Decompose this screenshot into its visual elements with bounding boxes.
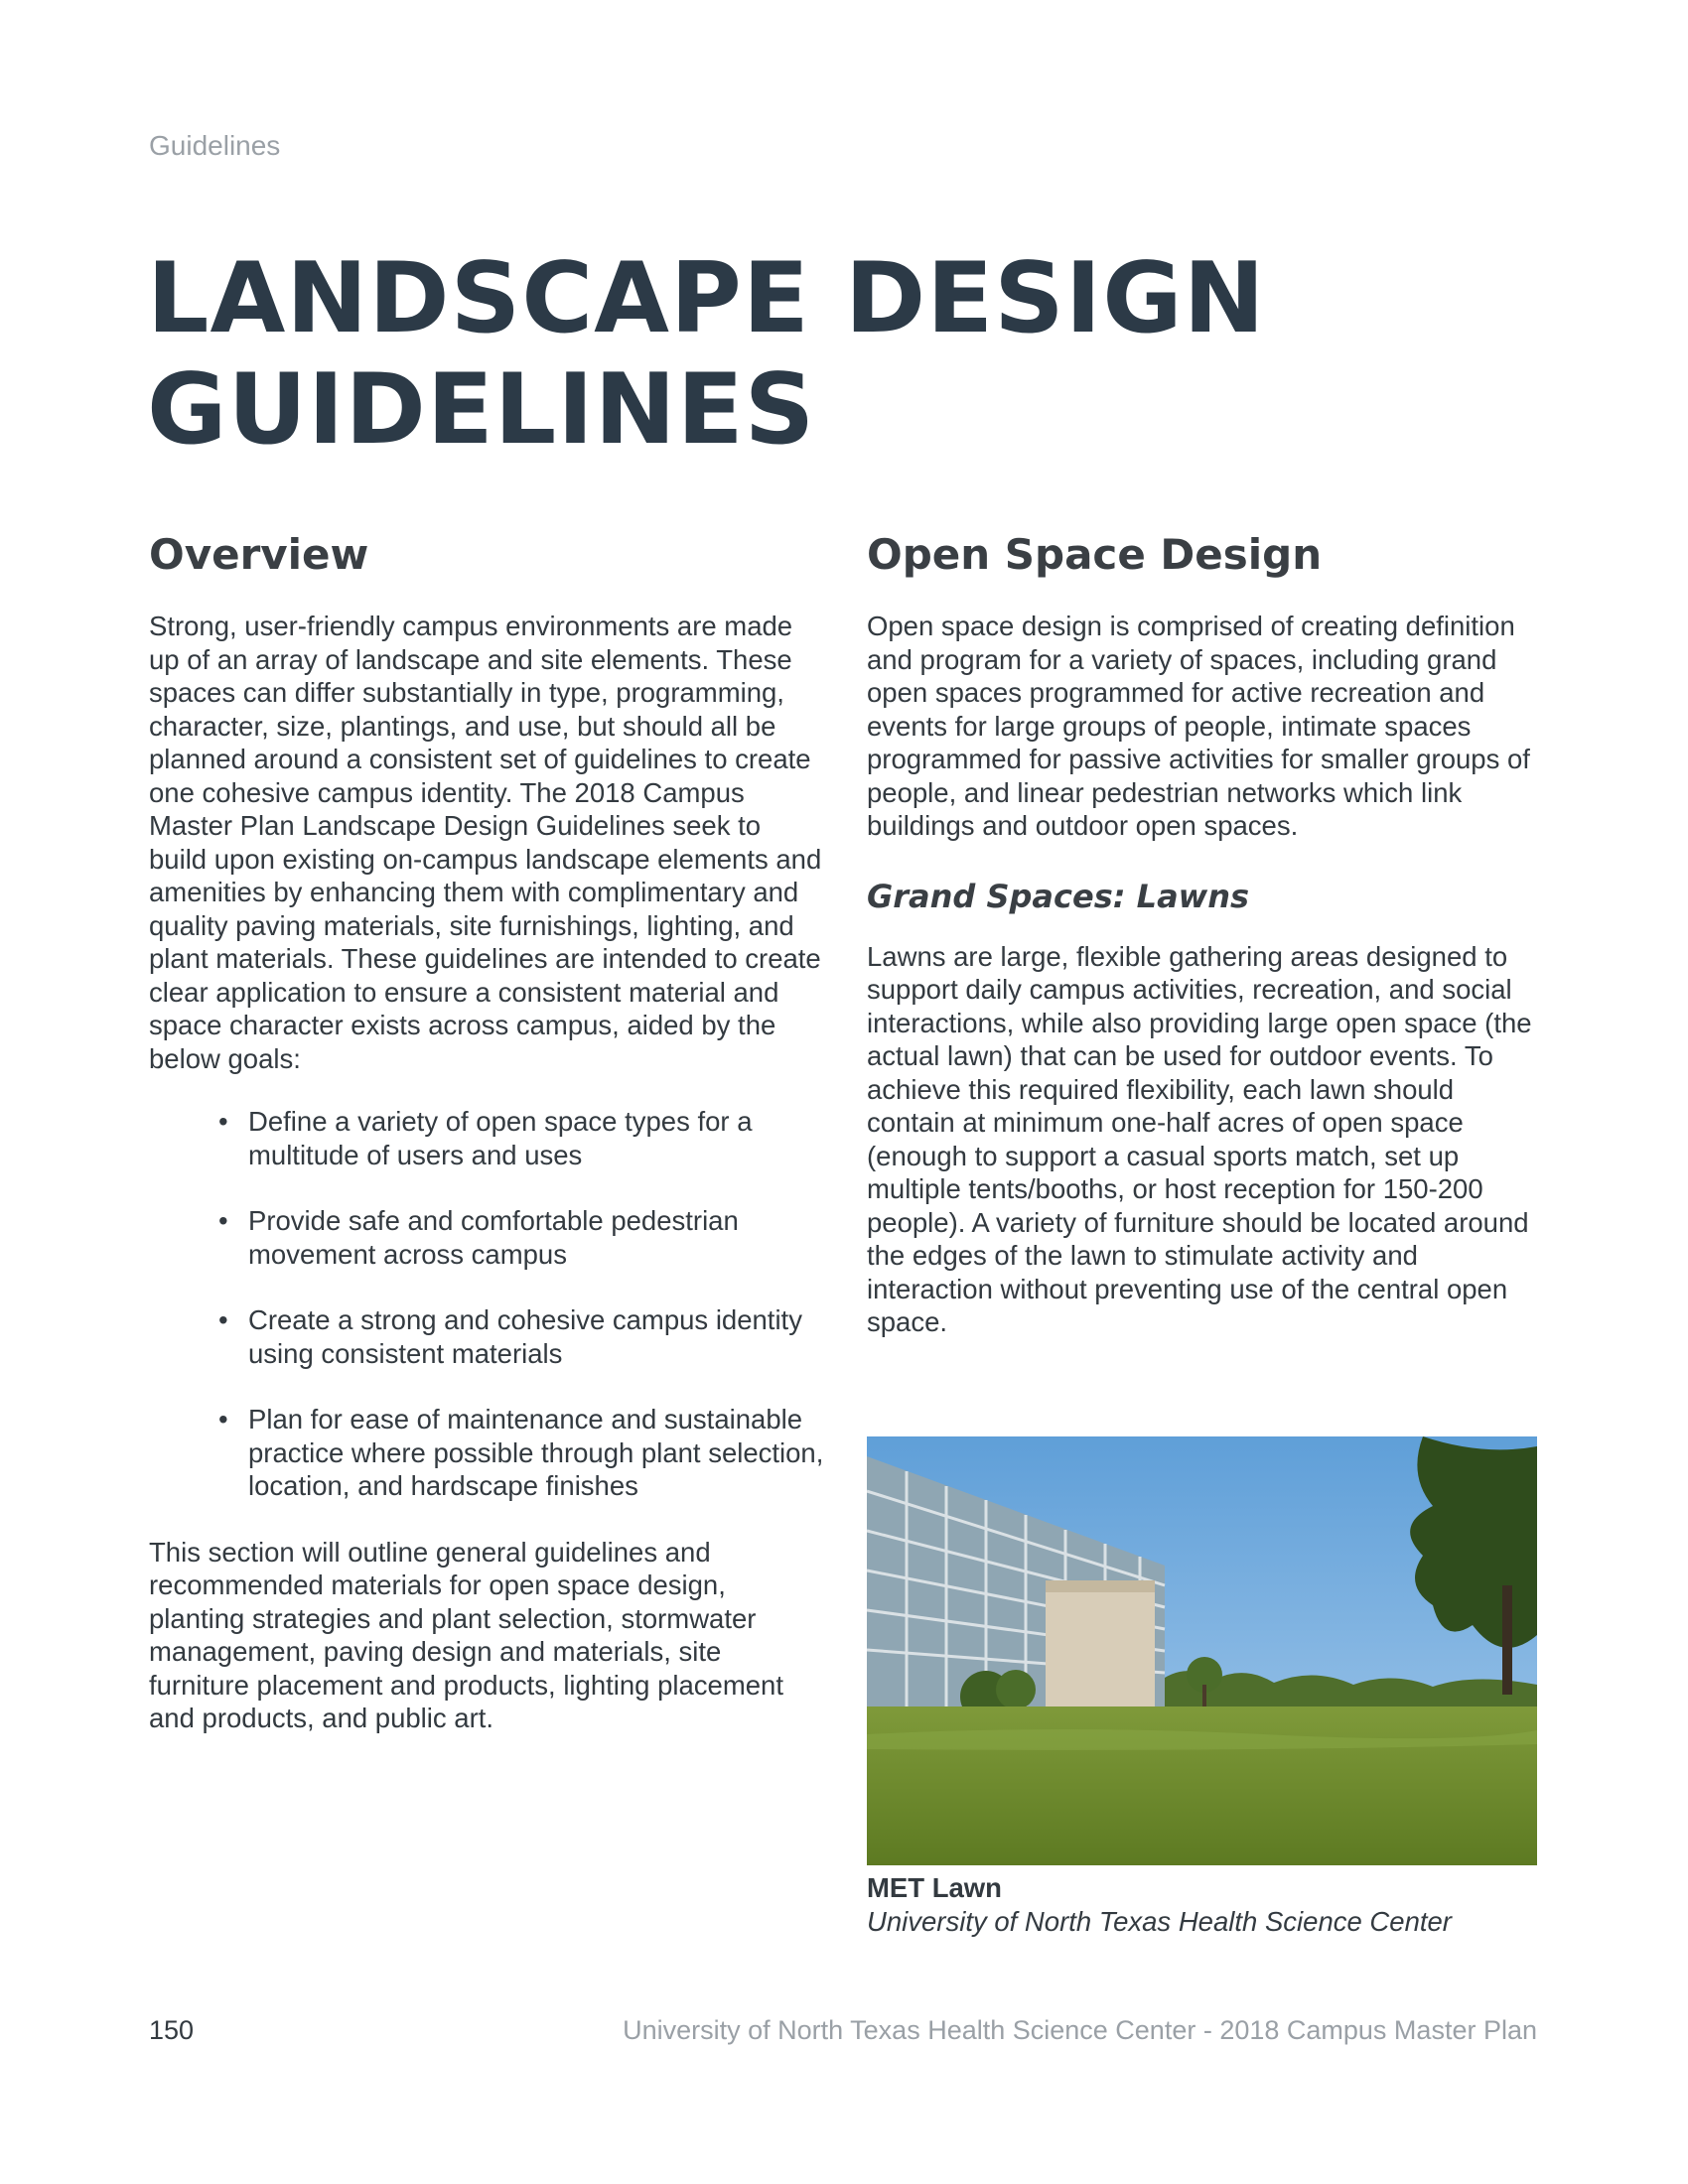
bullet-icon: • bbox=[218, 1205, 228, 1236]
bullet-icon: • bbox=[218, 1106, 228, 1137]
page-title: LANDSCAPE DESIGN GUIDELINES bbox=[147, 242, 1266, 467]
caption-title: MET Lawn bbox=[867, 1872, 1002, 1903]
goal-text: Provide safe and comfortable pedestrian movement across campus bbox=[248, 1205, 739, 1270]
lawns-subheading: Grand Spaces: Lawns bbox=[867, 877, 1250, 915]
overview-closing: This section will outline general guidelines and recommended materials for open space design, planting strategies and plant selection, stormwater management, paving design and materials, site furniture placement and products, lighting placement and products, and public art. bbox=[149, 1536, 783, 1733]
goal-text: Plan for ease of maintenance and sustainable practice where possible through plant selection, location, and hardscape finishes bbox=[248, 1404, 824, 1501]
goal-item bbox=[218, 1204, 824, 1271]
page-number: 150 bbox=[149, 2015, 195, 2045]
overview-column bbox=[149, 524, 824, 1735]
bullet-icon: • bbox=[218, 1404, 228, 1434]
goal-text: Create a strong and cohesive campus identity using consistent materials bbox=[248, 1304, 802, 1369]
photo-caption bbox=[867, 1871, 1562, 1938]
goal-item bbox=[218, 1105, 824, 1171]
met-lawn-photo bbox=[867, 1436, 1537, 1865]
open-space-heading: Open Space Design bbox=[867, 530, 1323, 579]
bullet-icon: • bbox=[218, 1304, 228, 1335]
overview-heading: Overview bbox=[149, 530, 369, 579]
overview-intro: Strong, user-friendly campus environments are made up of an array of landscape and site elements. These spaces can differ substantially in type, programming, character, size, plantings, and use, but should all be planned around a consistent set of guidelines to create one cohesive campus identity. The 2018 Campus Master Plan Landscape Design Guidelines seek to build upon existing on-campus landscape elements and amenities by enhancing them with complimentary and quality paving materials, site furnishings, lighting, and plant materials. These guidelines are intended to create clear application to ensure a consistent material and space character exists across campus, aided by the below goals: bbox=[149, 611, 822, 1074]
goal-text: Define a variety of open space types for a multitude of users and uses bbox=[248, 1106, 753, 1170]
lawns-text: Lawns are large, flexible gathering areas designed to support daily campus activities, recreation, and social interactions, while also providing large open space (the actual lawn) that can be used for outdoor events. To achieve this required flexibility, each lawn should contain at minimum one-half acres of open space (enough to support a casual sports match, set up multiple tents/booths, or host reception for 150-200 people). A variety of furniture should be located around the edges of the lawn to stimulate activity and interaction without preventing use of the central open space. bbox=[867, 940, 1532, 1337]
goal-item bbox=[218, 1303, 824, 1370]
open-space-intro: Open space design is comprised of creating definition and program for a variety of spaces, including grand open spaces programmed for active recreation and events for large groups of people, intimate spaces programmed for passive activities for smaller groups of people, and linear pedestrian networks which link buildings and outdoor open spaces. bbox=[867, 611, 1530, 841]
section-label: Guidelines bbox=[149, 130, 281, 161]
footer-document-title: University of North Texas Health Science Center - 2018 Campus Master Plan bbox=[623, 2015, 1537, 2045]
goal-item bbox=[218, 1403, 824, 1503]
goals-list bbox=[149, 1105, 824, 1503]
caption-subtitle: University of North Texas Health Science Center bbox=[867, 1905, 1452, 1937]
lawn-photo-illustration bbox=[867, 1436, 1537, 1865]
open-space-column bbox=[867, 524, 1542, 1339]
